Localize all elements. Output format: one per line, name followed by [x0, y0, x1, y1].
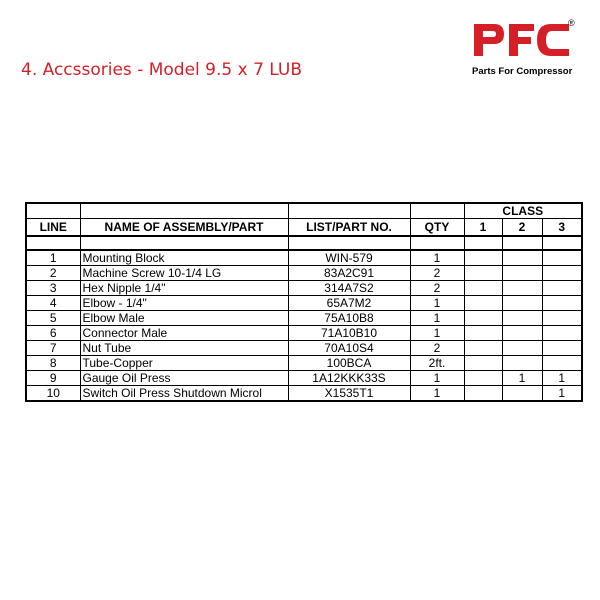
cell-line: 4: [26, 296, 80, 311]
table-row: [26, 281, 582, 296]
table-row: [26, 356, 582, 371]
cell-part-name: Hex Nipple 1/4": [80, 281, 288, 296]
cell-class-3: [542, 281, 582, 296]
cell-class-2: [502, 296, 542, 311]
cell-class-3: [542, 296, 582, 311]
header-cell-blank: [288, 203, 410, 219]
cell-class-3: [542, 311, 582, 326]
cell-part-number: 100BCA: [288, 356, 410, 371]
cell-part-number: X1535T1: [288, 386, 410, 402]
cell-class-1: [464, 341, 502, 356]
spacer-cell: [502, 236, 542, 250]
spacer-cell: [464, 236, 502, 250]
table-row: [26, 250, 582, 266]
cell-class-3: [542, 250, 582, 266]
cell-class-3: 1: [542, 371, 582, 386]
spacer-cell: [80, 236, 288, 250]
cell-line: 9: [26, 371, 80, 386]
cell-line: 7: [26, 341, 80, 356]
cell-line: 1: [26, 250, 80, 266]
cell-part-number: 75A10B8: [288, 311, 410, 326]
header-cell-blank: [26, 203, 80, 219]
cell-class-2: [502, 386, 542, 402]
cell-part-name: Elbow Male: [80, 311, 288, 326]
cell-class-1: [464, 281, 502, 296]
table-row: [26, 266, 582, 281]
cell-qty: 1: [410, 296, 464, 311]
cell-part-name: Machine Screw 10-1/4 LG: [80, 266, 288, 281]
table-row: [26, 311, 582, 326]
cell-part-name: Elbow - 1/4": [80, 296, 288, 311]
cell-part-number: WIN-579: [288, 250, 410, 266]
cell-class-3: [542, 341, 582, 356]
cell-part-number: 83A2C91: [288, 266, 410, 281]
cell-class-3: [542, 266, 582, 281]
spacer-cell: [410, 236, 464, 250]
cell-qty: 2: [410, 266, 464, 281]
table-row: [26, 386, 582, 402]
cell-qty: 2ft.: [410, 356, 464, 371]
cell-line: 3: [26, 281, 80, 296]
column-header-part-no: LIST/PART NO.: [288, 219, 410, 237]
header-cell-blank: [80, 203, 288, 219]
cell-part-number: 71A10B10: [288, 326, 410, 341]
cell-class-1: [464, 386, 502, 402]
cell-part-name: Tube-Copper: [80, 356, 288, 371]
spacer-cell: [26, 236, 80, 250]
cell-qty: 1: [410, 326, 464, 341]
cell-class-1: [464, 266, 502, 281]
cell-qty: 1: [410, 386, 464, 402]
cell-part-number: 70A10S4: [288, 341, 410, 356]
cell-qty: 1: [410, 311, 464, 326]
cell-class-2: [502, 311, 542, 326]
cell-class-2: [502, 281, 542, 296]
cell-class-2: [502, 356, 542, 371]
cell-part-name: Connector Male: [80, 326, 288, 341]
cell-class-3: [542, 356, 582, 371]
column-header-line: LINE: [26, 219, 80, 237]
registered-mark: ®: [568, 18, 575, 28]
cell-class-3: [542, 326, 582, 341]
cell-class-2: [502, 341, 542, 356]
cell-part-name: Nut Tube: [80, 341, 288, 356]
column-header-qty: QTY: [410, 219, 464, 237]
cell-line: 8: [26, 356, 80, 371]
table-row: [26, 296, 582, 311]
table-row: [26, 341, 582, 356]
spacer-cell: [288, 236, 410, 250]
cell-part-name: Gauge Oil Press: [80, 371, 288, 386]
cell-class-1: [464, 356, 502, 371]
cell-part-number: 65A7M2: [288, 296, 410, 311]
cell-class-2: 1: [502, 371, 542, 386]
column-header-class-1: 1: [464, 219, 502, 237]
class-group-header: CLASS: [464, 203, 582, 219]
pfc-logo: [472, 18, 587, 78]
cell-part-number: 1A12KKK33S: [288, 371, 410, 386]
table-row: [26, 371, 582, 386]
cell-part-name: Switch Oil Press Shutdown Microl: [80, 386, 288, 402]
cell-class-1: [464, 371, 502, 386]
column-header-name: NAME OF ASSEMBLY/PART: [80, 219, 288, 237]
cell-line: 10: [26, 386, 80, 402]
cell-class-2: [502, 250, 542, 266]
cell-class-1: [464, 311, 502, 326]
cell-class-1: [464, 250, 502, 266]
cell-line: 2: [26, 266, 80, 281]
cell-class-2: [502, 266, 542, 281]
cell-qty: 1: [410, 371, 464, 386]
cell-class-1: [464, 326, 502, 341]
cell-class-2: [502, 326, 542, 341]
cell-line: 6: [26, 326, 80, 341]
spacer-cell: [542, 236, 582, 250]
column-header-class-2: 2: [502, 219, 542, 237]
cell-class-1: [464, 296, 502, 311]
cell-line: 5: [26, 311, 80, 326]
cell-qty: 2: [410, 281, 464, 296]
cell-part-name: Mounting Block: [80, 250, 288, 266]
parts-table: [25, 202, 583, 402]
cell-qty: 2: [410, 341, 464, 356]
cell-class-3: 1: [542, 386, 582, 402]
column-header-class-3: 3: [542, 219, 582, 237]
cell-qty: 1: [410, 250, 464, 266]
table-row: [26, 326, 582, 341]
pfc-logo-mark: [472, 18, 572, 60]
logo-tagline: Parts For Compressor: [472, 66, 573, 77]
page-title: 4. Accssories - Model 9.5 x 7 LUB: [21, 60, 303, 80]
cell-part-number: 314A7S2: [288, 281, 410, 296]
header-cell-blank: [410, 203, 464, 219]
